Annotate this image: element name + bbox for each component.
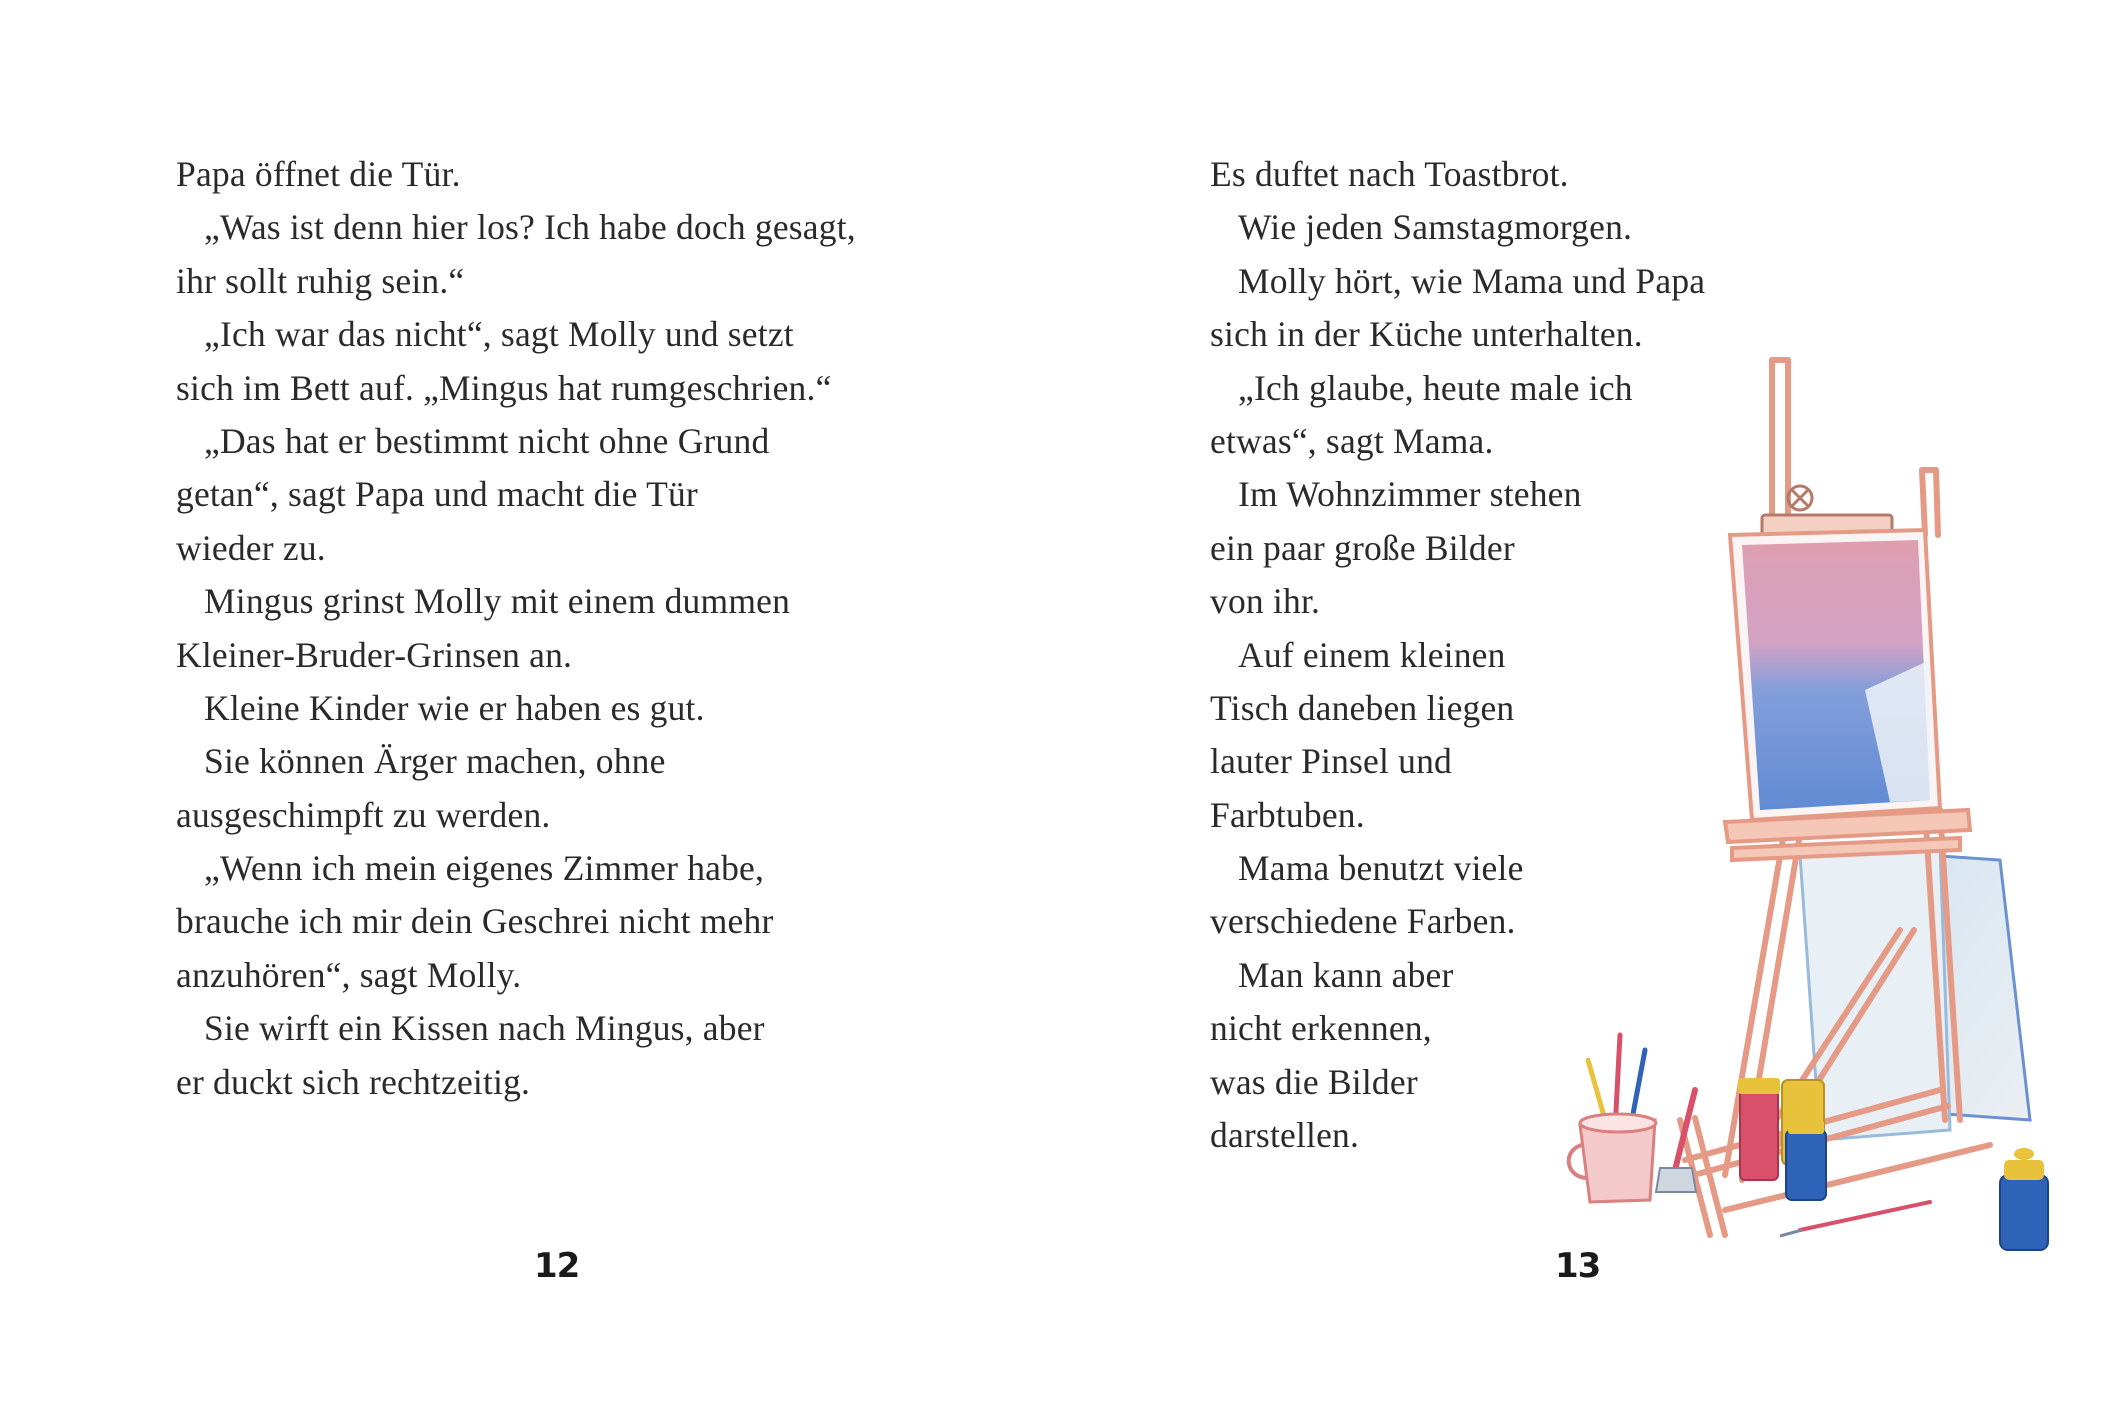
- text-line: verschiedene Farben.: [1210, 901, 1516, 942]
- text-line: er duckt sich rechtzeitig.: [176, 1061, 531, 1102]
- text-line: Es duftet nach Toastbrot.: [1210, 154, 1569, 194]
- left-page-text: [176, 148, 936, 1109]
- text-line: was die Bilder: [1210, 1061, 1418, 1102]
- text-line: brauche ich mir dein Geschrei nicht mehr: [176, 901, 774, 942]
- text-line: Kleine Kinder wie er haben es gut.: [204, 687, 705, 728]
- text-line: Farbtuben.: [1210, 794, 1365, 835]
- text-line: darstellen.: [1210, 1115, 1360, 1156]
- text-line: Im Wohnzimmer stehen: [1238, 474, 1582, 515]
- text-line: Mama benutzt viele: [1238, 848, 1524, 889]
- text-line: sich im Bett auf. „Mingus hat rumgeschrien.“: [176, 367, 832, 408]
- text-line: „Ich war das nicht“, sagt Molly und setzt: [204, 314, 794, 355]
- easel-canvas: [1730, 530, 1940, 820]
- text-line: Kleiner-Bruder-Grinsen an.: [176, 634, 573, 675]
- text-line: „Das hat er bestimmt nicht ohne Grund: [204, 420, 770, 461]
- page-number-left: 12: [534, 1246, 580, 1286]
- text-line: wieder zu.: [176, 527, 326, 568]
- text-line: Man kann aber: [1238, 954, 1454, 995]
- floor-pencil: [1780, 1202, 1930, 1236]
- text-line: Wie jeden Samstagmorgen.: [1238, 207, 1633, 248]
- text-line: ausgeschimpft zu werden.: [176, 794, 551, 835]
- text-line: Tisch daneben liegen: [1210, 687, 1515, 728]
- text-line: von ihr.: [1210, 581, 1321, 622]
- left-page: [0, 0, 1050, 1401]
- text-line: ihr sollt ruhig sein.“: [176, 260, 465, 301]
- text-line: Sie wirft ein Kissen nach Mingus, aber: [204, 1008, 765, 1049]
- text-line: sich in der Küche unterhalten.: [1210, 314, 1643, 355]
- text-line: Auf einem kleinen: [1238, 634, 1506, 675]
- text-line: ein paar große Bilder: [1210, 527, 1515, 568]
- text-line: Molly hört, wie Mama und Papa: [1238, 260, 1706, 301]
- text-line: Papa öffnet die Tür.: [176, 154, 461, 194]
- page-number-right: 13: [1555, 1246, 1601, 1286]
- text-line: anzuhören“, sagt Molly.: [176, 954, 522, 995]
- right-page: [1050, 0, 2102, 1401]
- text-line: Sie können Ärger machen, ohne: [204, 741, 666, 782]
- text-line: getan“, sagt Papa und macht die Tür: [176, 474, 698, 515]
- text-line: nicht erkennen,: [1210, 1008, 1432, 1049]
- text-line: Mingus grinst Molly mit einem dummen: [204, 581, 791, 622]
- brush-cup: [1569, 1035, 1656, 1202]
- easel-illustration: [1470, 330, 2102, 1260]
- text-line: „Was ist denn hier los? Ich habe doch gesagt,: [204, 207, 856, 248]
- text-line: etwas“, sagt Mama.: [1210, 420, 1494, 461]
- floor-brush: [1656, 1090, 1696, 1192]
- text-line: „Ich glaube, heute male ich: [1238, 367, 1633, 408]
- text-line: „Wenn ich mein eigenes Zimmer habe,: [204, 848, 765, 889]
- text-line: lauter Pinsel und: [1210, 741, 1453, 782]
